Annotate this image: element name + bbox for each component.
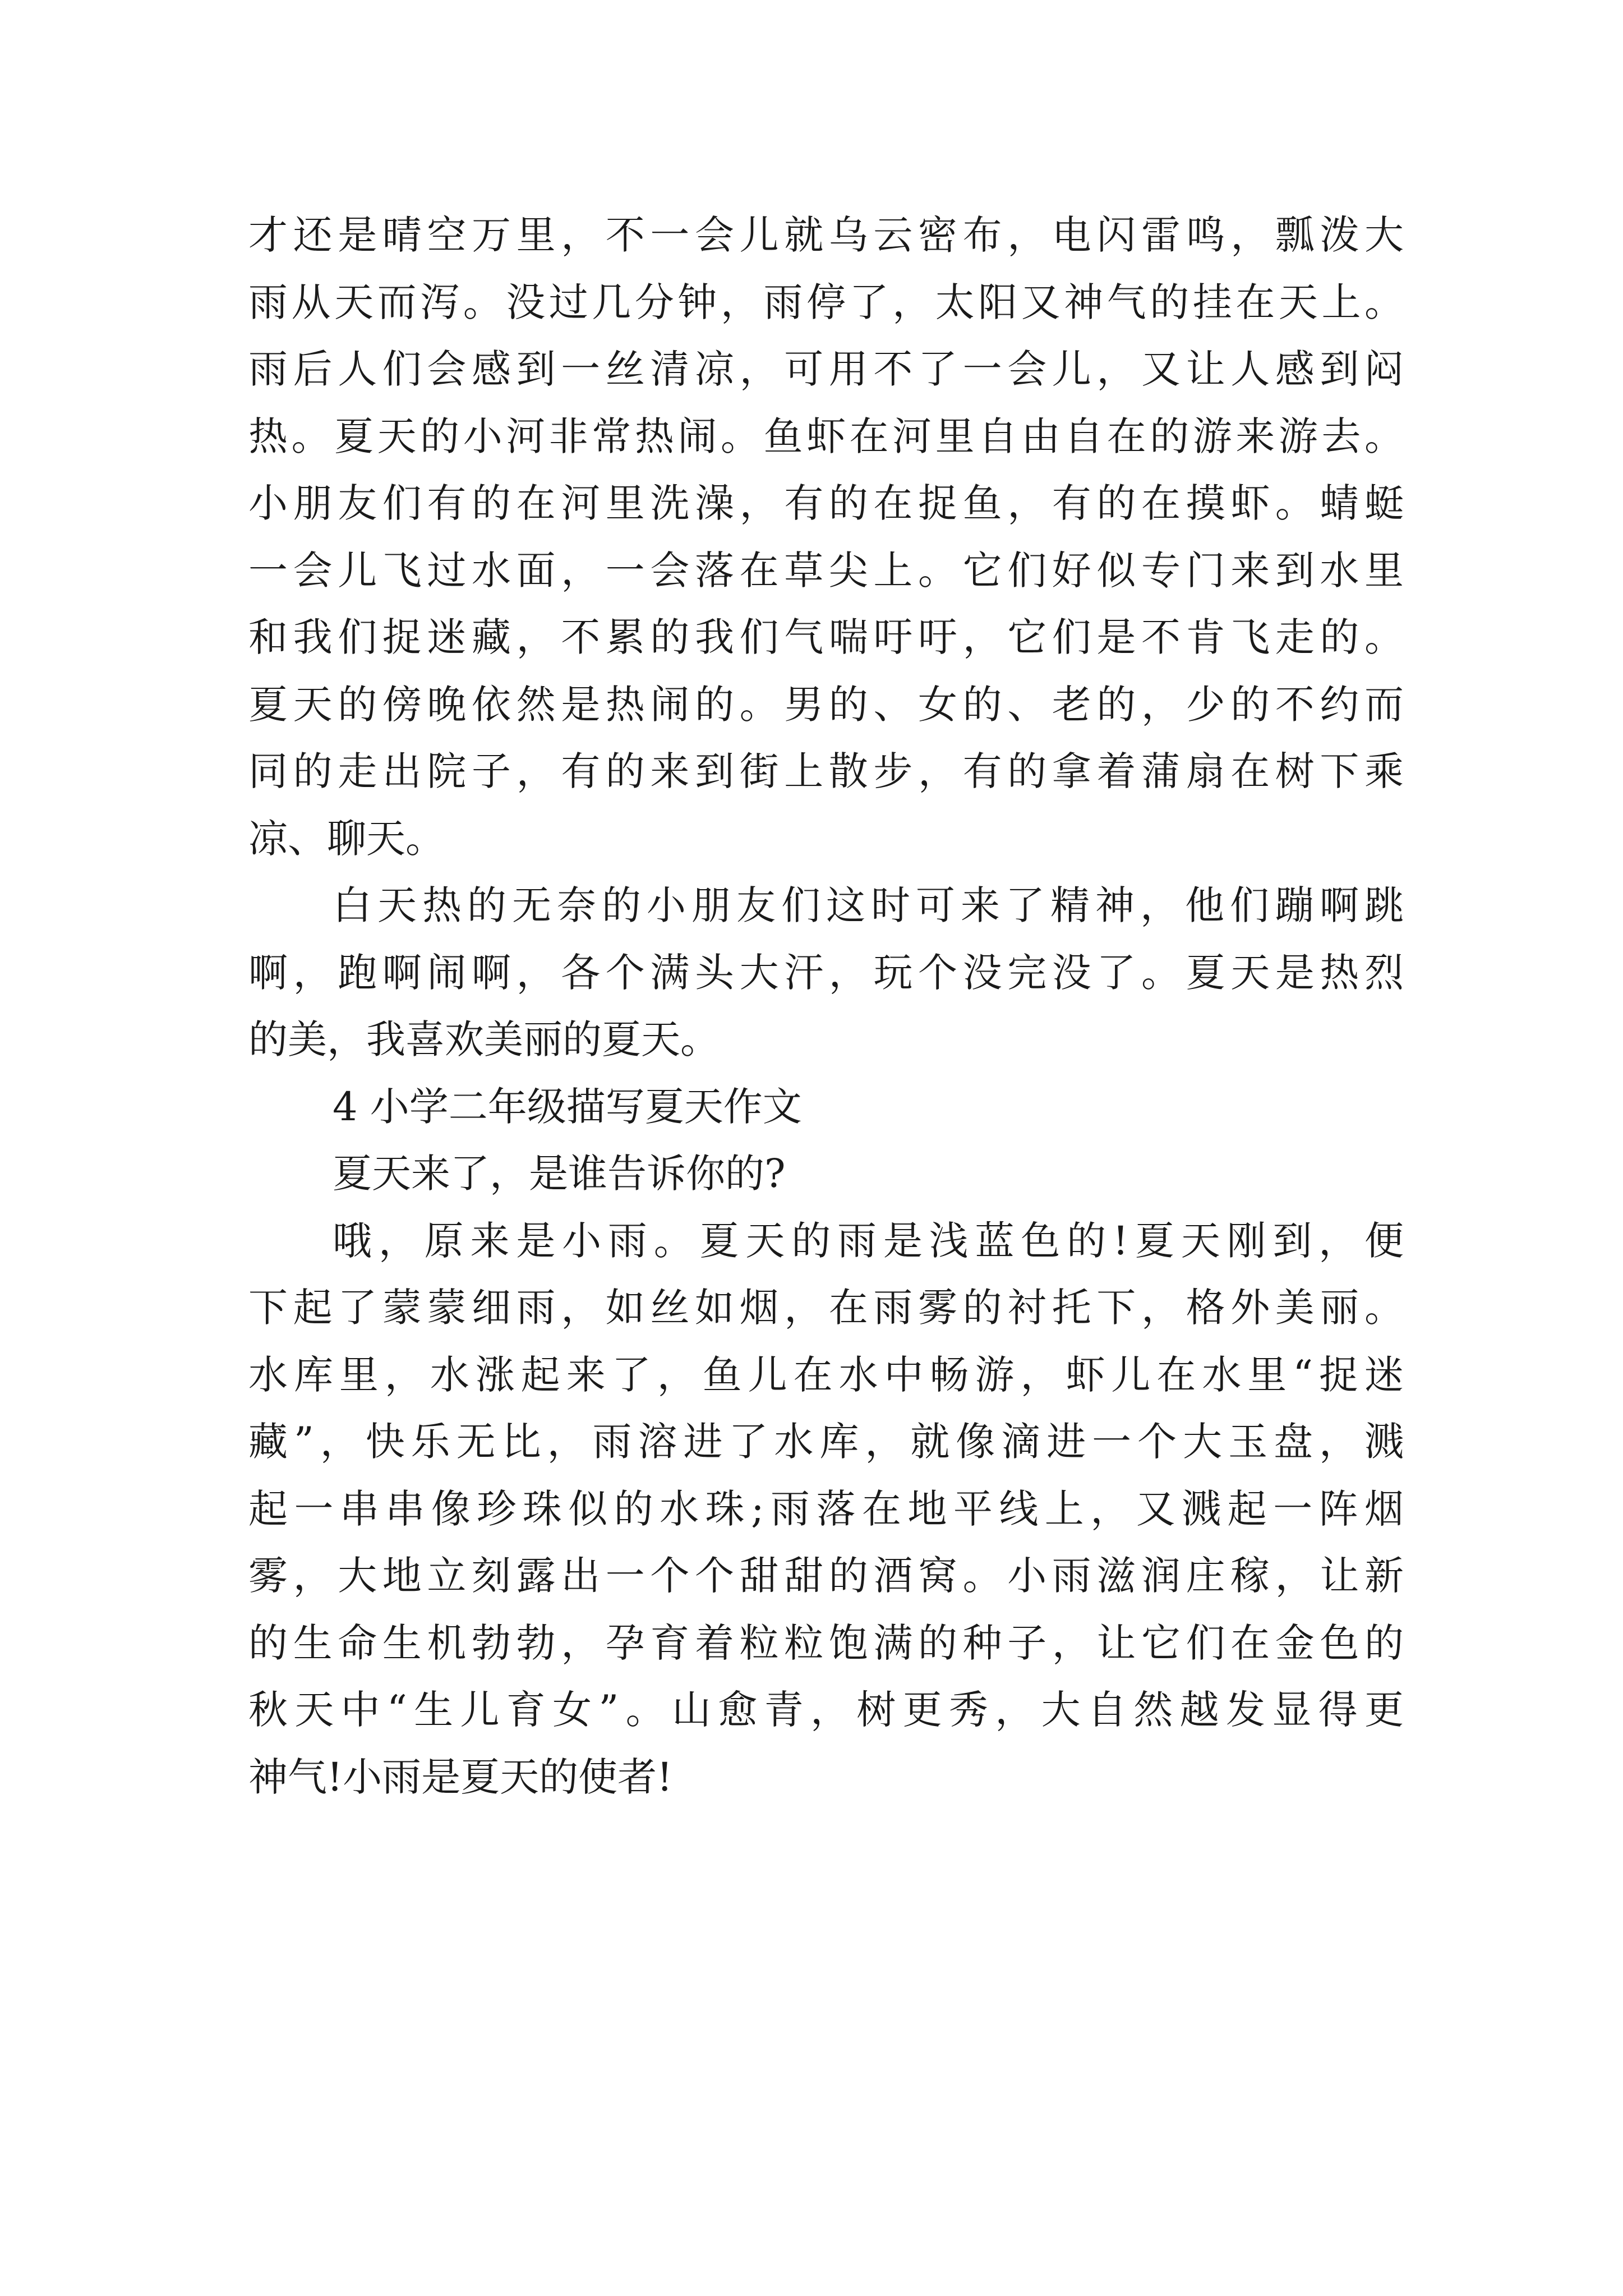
- essay-text: [248, 202, 1404, 1811]
- text-line: 雾，大地立刻露出一个个甜甜的酒窝。小雨滋润庄稼，让新: [248, 1553, 1404, 1599]
- text-line: 凉、聊天。: [248, 815, 445, 862]
- text-line: 藏”，快乐无比，雨溶进了水库，就像滴进一个大玉盘，溅: [248, 1419, 1404, 1465]
- text-line: 同的走出院子，有的来到街上散步，有的拿着蒲扇在树下乘: [248, 748, 1404, 794]
- text-line: 秋天中“生儿育女”。山愈青，树更秀，大自然越发显得更: [248, 1687, 1404, 1733]
- text-line: 夏天的傍晚依然是热闹的。男的、女的、老的，少的不约而: [248, 681, 1404, 728]
- paragraph-first-line: 哦，原来是小雨。夏天的雨是浅蓝色的!夏天刚到，便: [333, 1217, 1404, 1264]
- text-line: 雨后人们会感到一丝清凉，可用不了一会儿，又让人感到闷: [248, 346, 1404, 392]
- text-line: 的美，我喜欢美丽的夏天。: [248, 1016, 720, 1062]
- text-line: 的生命生机勃勃，孕育着粒粒饱满的种子，让它们在金色的: [248, 1619, 1404, 1666]
- text-line: 水库里，水涨起来了，鱼儿在水中畅游，虾儿在水里“捉迷: [248, 1351, 1404, 1398]
- text-line: 下起了蒙蒙细雨，如丝如烟，在雨雾的衬托下，格外美丽。: [248, 1285, 1404, 1331]
- section-heading: 4 小学二年级描写夏天作文: [333, 1083, 802, 1130]
- text-line: 神气!小雨是夏天的使者!: [248, 1754, 673, 1800]
- paragraph-first-line: 夏天来了，是谁告诉你的?: [333, 1151, 786, 1197]
- text-line: 一会儿飞过水面，一会落在草尖上。它们好似专门来到水里: [248, 547, 1404, 593]
- text-line: 啊，跑啊闹啊，各个满头大汗，玩个没完没了。夏天是热烈: [248, 949, 1404, 996]
- text-line: 和我们捉迷藏，不累的我们气喘吁吁，它们是不肯飞走的。: [248, 614, 1404, 660]
- text-line: 才还是晴空万里，不一会儿就乌云密布，电闪雷鸣，瓢泼大: [248, 212, 1404, 258]
- paragraph-first-line: 白天热的无奈的小朋友们这时可来了精神，他们蹦啊跳: [333, 882, 1404, 928]
- text-line: 小朋友们有的在河里洗澡，有的在捉鱼，有的在摸虾。蜻蜓: [248, 480, 1404, 526]
- text-line: 起一串串像珍珠似的水珠;雨落在地平线上，又溅起一阵烟: [248, 1485, 1404, 1532]
- text-line: 雨从天而泻。没过几分钟，雨停了，太阳又神气的挂在天上。: [248, 279, 1404, 325]
- text-line: 热。夏天的小河非常热闹。鱼虾在河里自由自在的游来游去。: [248, 413, 1404, 459]
